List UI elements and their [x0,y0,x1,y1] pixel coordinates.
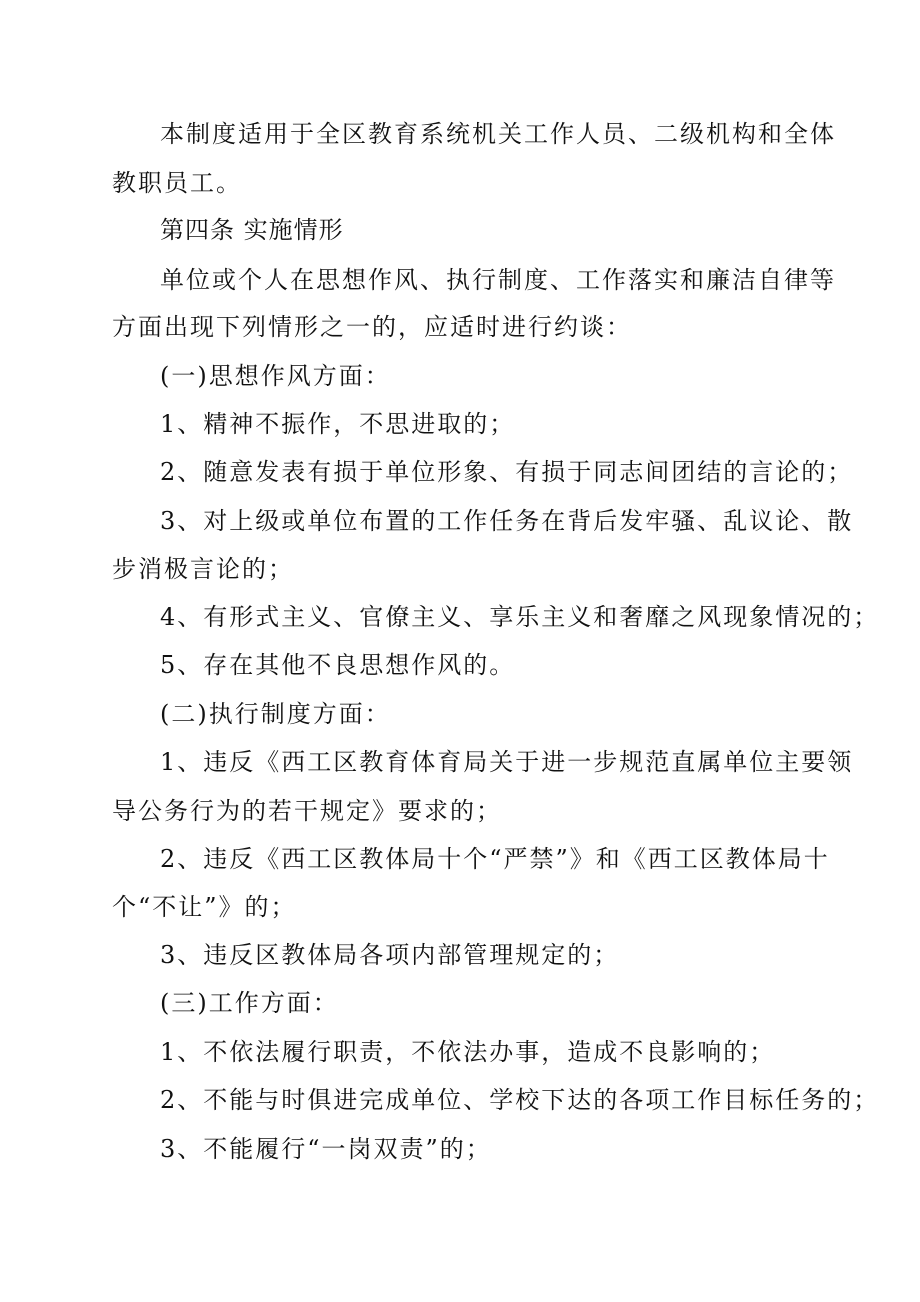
list-item: 2、不能与时俱进完成单位、学校下达的各项工作目标任务的； [160,1086,880,1114]
list-item-continuation: 个“不让”》的； [112,893,297,921]
intro-paragraph-line-2: 方面出现下列情形之一的，应适时进行约谈： [112,313,632,341]
list-item: 2、随意发表有损于单位形象、有损于同志间团结的言论的； [160,458,854,486]
list-item: 1、精神不振作，不思进取的； [160,410,516,438]
list-item: 1、违反《西工区教育体育局关于进一步规范直属单位主要领 [160,748,854,776]
list-item: 4、有形式主义、官僚主义、享乐主义和奢靡之风现象情况的； [160,603,880,631]
list-item-continuation: 导公务行为的若干规定》要求的； [112,797,502,825]
scope-paragraph-line-2: 教职员工。 [112,169,242,197]
list-item: 2、违反《西工区教体局十个“严禁”》和《西工区教体局十 [160,845,830,873]
article-heading: 第四条 实施情形 [160,216,344,244]
intro-paragraph-line-1: 单位或个人在思想作风、执行制度、工作落实和廉洁自律等 [160,266,836,294]
section-heading-work: (三)工作方面： [160,989,339,1017]
section-heading-ideology: (一)思想作风方面： [160,362,391,390]
list-item: 5、存在其他不良思想作风的。 [160,651,516,679]
list-item: 3、违反区教体局各项内部管理规定的； [160,941,620,969]
list-item: 3、对上级或单位布置的工作任务在背后发牢骚、乱议论、散 [160,507,854,535]
section-heading-rules: (二)执行制度方面： [160,700,391,728]
list-item: 1、不依法履行职责，不依法办事，造成不良影响的； [160,1038,776,1066]
scope-paragraph-line-1: 本制度适用于全区教育系统机关工作人员、二级机构和全体 [160,120,836,148]
list-item: 3、不能履行“一岗双责”的； [160,1135,492,1163]
list-item-continuation: 步消极言论的； [112,555,294,583]
